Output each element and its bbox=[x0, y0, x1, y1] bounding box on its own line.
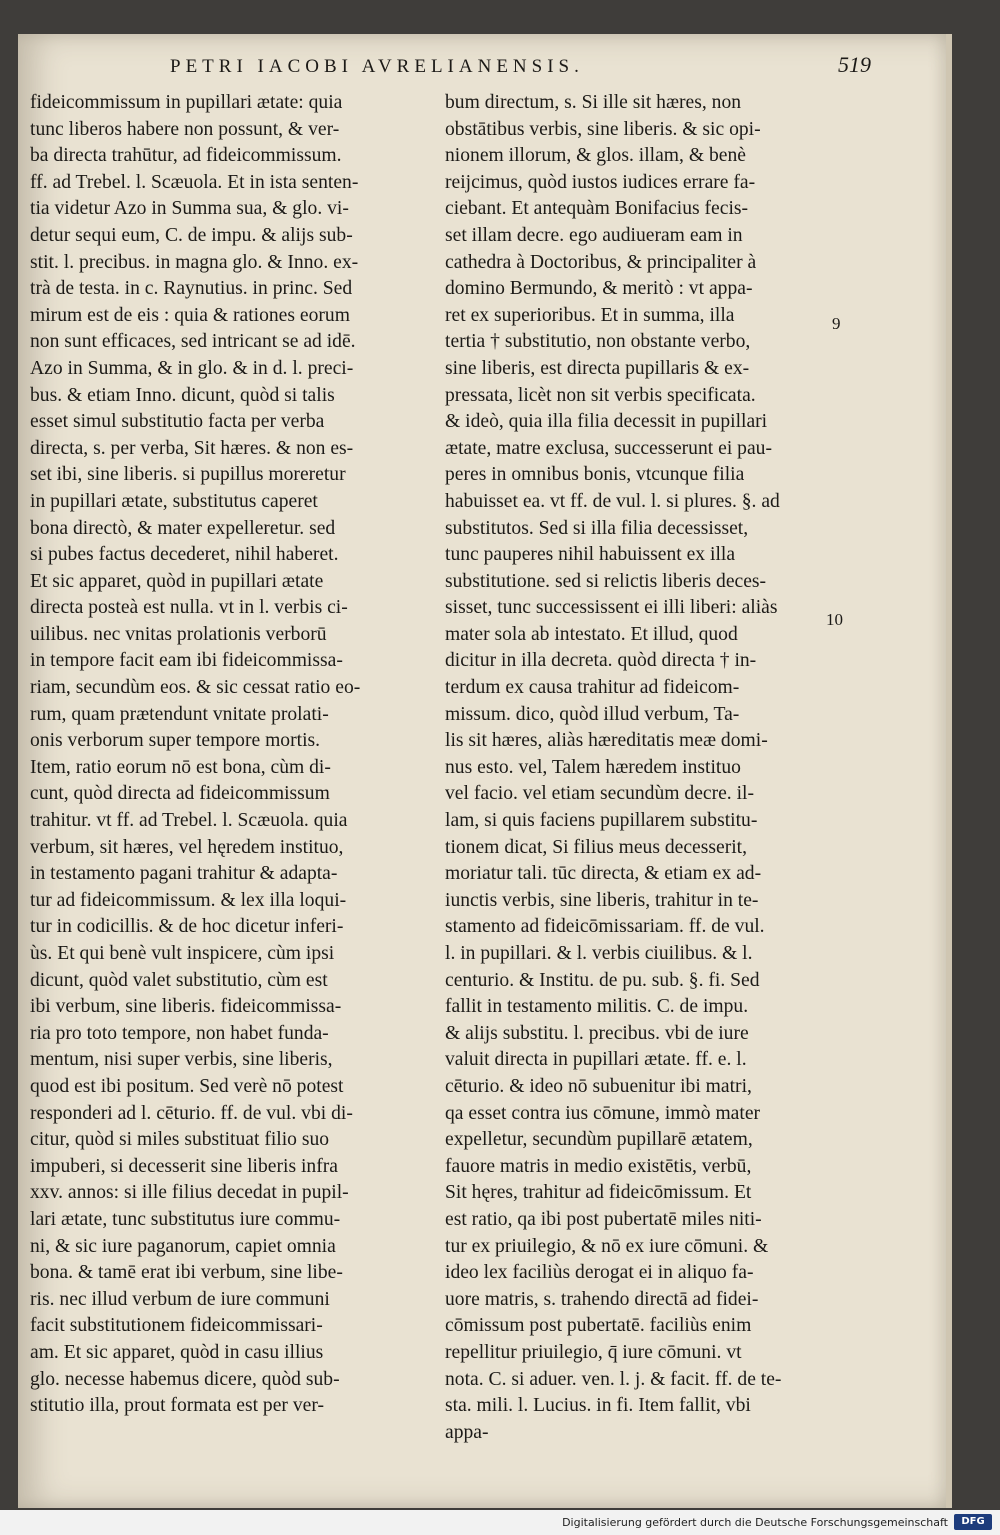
text-line: verbum, sit hæres, vel hęredem instituo, bbox=[30, 836, 344, 858]
text-line: directa posteà est nulla. vt in l. verbis ci- bbox=[30, 597, 348, 619]
text-line: tertia † substitutio, non obstante verbo, bbox=[445, 331, 751, 353]
text-line: fideicommissum in pupillari ætate: quia bbox=[30, 92, 343, 113]
text-line: mater sola ab intestato. Et illud, quod bbox=[445, 623, 738, 645]
footer-bar bbox=[0, 1510, 1000, 1535]
text-line: cōmissum post pubertatē. faciliùs enim bbox=[445, 1315, 752, 1337]
text-line: mirum est de eis : quia & rationes eorum bbox=[30, 304, 350, 326]
text-line: repellitur priuilegio, q̄ iure cōmuni. vt bbox=[445, 1341, 742, 1363]
text-line: sisset, tunc successissent ei illi liberi: aliàs bbox=[445, 597, 778, 619]
text-line: dicitur in illa decreta. quòd directa † in- bbox=[445, 650, 757, 672]
text-line: domino Bermundo, & meritò : vt appa- bbox=[445, 278, 753, 300]
left-column bbox=[30, 90, 428, 1420]
text-line: in testamento pagani trahitur & adapta- bbox=[30, 863, 338, 885]
text-line: in tempore facit eam ibi fideicommissa- bbox=[30, 650, 343, 672]
text-line: non sunt efficaces, sed intricant se ad idē. bbox=[30, 331, 356, 353]
text-line: directa, s. per verba, Sit hæres. & non es- bbox=[30, 437, 354, 459]
text-line: tur ad fideicommissum. & lex illa loqui- bbox=[30, 889, 347, 911]
text-line: uilibus. nec vnitas prolationis verborū bbox=[30, 623, 327, 645]
text-line: tia videtur Azo in Summa sua, & glo. vi- bbox=[30, 198, 349, 220]
text-line: est ratio, qa ibi post pubertatē miles niti- bbox=[445, 1208, 762, 1230]
text-line: facit substitutionem fideicommissari- bbox=[30, 1315, 323, 1337]
page-number: 519 bbox=[838, 52, 871, 77]
text-line: iunctis verbis, sine liberis, trahitur in te- bbox=[445, 889, 759, 911]
text-line: rum, quam prætendunt vnitate prolati- bbox=[30, 703, 329, 725]
text-line: set illam decre. ego audiueram eam in bbox=[445, 224, 743, 246]
text-line: peres in omnibus bonis, vtcunque filia bbox=[445, 464, 745, 486]
text-line: cathedra à Doctoribus, & principaliter à bbox=[445, 251, 757, 273]
text-line: ff. ad Trebel. l. Scæuola. Et in ista senten- bbox=[30, 171, 359, 193]
text-line: citur, quòd si miles substituat filio suo bbox=[30, 1129, 330, 1151]
text-line: ba directa trahūtur, ad fideicommissum. bbox=[30, 145, 342, 167]
text-line: quod est ibi positum. Sed verè nō potest bbox=[30, 1075, 344, 1097]
text-line: ideo lex faciliùs derogat ei in aliquo fa- bbox=[445, 1262, 754, 1284]
text-line: stit. l. precibus. in magna glo. & Inno. ex- bbox=[30, 251, 359, 273]
text-line: ris. nec illud verbum de iure communi bbox=[30, 1288, 330, 1310]
text-line: am. Et sic apparet, quòd in casu illius bbox=[30, 1341, 324, 1363]
text-line: fallit in testamento militis. C. de impu. bbox=[445, 996, 749, 1018]
text-line: set ibi, sine liberis. si pupillus moreretur bbox=[30, 464, 346, 486]
text-line: nota. C. si aduer. ven. l. j. & facit. ff. de te- bbox=[445, 1368, 782, 1390]
text-line: lam, si quis faciens pupillarem substitu- bbox=[445, 810, 758, 832]
text-line: responderi ad l. cēturio. ff. de vul. vbi di- bbox=[30, 1102, 353, 1124]
text-line: cunt, quòd directa ad fideicommissum bbox=[30, 783, 330, 805]
text-line: centurio. & Institu. de pu. sub. §. fi. Sed bbox=[445, 969, 760, 991]
text-line: fauore matris in medio existētis, verbū, bbox=[445, 1155, 752, 1177]
margin-number-10: 10 bbox=[826, 610, 843, 629]
text-line: trà de testa. in c. Raynutius. in princ. Sed bbox=[30, 278, 353, 300]
text-line: qa esset contra ius cōmune, immò mater bbox=[445, 1102, 761, 1124]
text-line: habuisset ea. vt ff. de vul. l. si plures. §. ad bbox=[445, 490, 780, 512]
text-line: bona. & tamē erat ibi verbum, sine libe- bbox=[30, 1262, 343, 1284]
text-line: tunc pauperes nihil habuissent ex illa bbox=[445, 544, 736, 566]
text-line: nionem illorum, & glos. illam, & benè bbox=[445, 145, 746, 167]
text-line: ciebant. Et antequàm Bonifacius fecis- bbox=[445, 198, 749, 220]
text-line: ret ex superioribus. Et in summa, illa bbox=[445, 304, 735, 326]
dfg-logo: DFG bbox=[954, 1514, 992, 1530]
text-line: ùs. Et qui benè vult inspicere, cùm ipsi bbox=[30, 943, 335, 964]
text-line: valuit directa in pupillari ætate. ff. e. l. bbox=[445, 1049, 747, 1071]
text-line: tunc liberos habere non possunt, & ver- bbox=[30, 118, 340, 140]
running-head: PETRI IACOBI AVRELIANENSIS. bbox=[170, 56, 584, 77]
text-line: trahitur. vt ff. ad Trebel. l. Scæuola. quia bbox=[30, 810, 348, 832]
text-line: bum directum, s. Si ille sit hæres, non bbox=[445, 92, 742, 113]
text-line: uore matris, s. trahendo directā ad fidei- bbox=[445, 1288, 759, 1310]
text-line: esset simul substitutio facta per verba bbox=[30, 411, 325, 433]
text-line: lari ætate, tunc substitutus iure commu- bbox=[30, 1208, 341, 1230]
text-line: sine liberis, est directa pupillaris & ex- bbox=[445, 357, 750, 379]
text-line: & alijs substitu. l. precibus. vbi de iure bbox=[445, 1022, 749, 1044]
text-line: stitutio illa, prout formata est per ver- bbox=[30, 1395, 324, 1417]
text-line: mentum, nisi super verbis, sine liberis, bbox=[30, 1049, 333, 1071]
text-line: cēturio. & ideo nō subuenitur ibi matri, bbox=[445, 1075, 752, 1097]
text-line: onis verborum super tempore mortis. bbox=[30, 730, 321, 752]
text-line: Azo in Summa, & in glo. & in d. l. preci- bbox=[30, 357, 354, 379]
text-line: & ideò, quia illa filia decessit in pupillari bbox=[445, 411, 768, 433]
text-line: detur sequi eum, C. de impu. & alijs sub- bbox=[30, 224, 353, 246]
text-line: nus esto. vel, Talem hæredem instituo bbox=[445, 756, 741, 778]
text-line: stamento ad fideicōmissariam. ff. de vul. bbox=[445, 916, 765, 938]
text-line: Item, ratio eorum nō est bona, cùm di- bbox=[30, 756, 331, 778]
text-line: substitutos. Sed si illa filia decessisset, bbox=[445, 517, 749, 539]
page-edge bbox=[946, 34, 952, 1508]
text-line: substitutione. sed si relictis liberis deces- bbox=[445, 570, 767, 592]
funding-note: Digitalisierung gefördert durch die Deutsche Forschungsgemeinschaft bbox=[562, 1516, 948, 1529]
text-line: terdum ex causa trahitur ad fideicom- bbox=[445, 677, 740, 699]
text-line: ni, & sic iure paganorum, capiet omnia bbox=[30, 1235, 336, 1257]
text-line: tionem dicat, Si filius meus decesserit, bbox=[445, 836, 748, 858]
margin-number-9: 9 bbox=[832, 314, 841, 333]
text-line: reijcimus, quòd iustos iudices errare fa- bbox=[445, 171, 756, 193]
text-line: lis sit hæres, aliàs hæreditatis meæ domi- bbox=[445, 730, 768, 752]
text-line: in pupillari ætate, substitutus caperet bbox=[30, 490, 318, 512]
text-line: ria pro toto tempore, non habet funda- bbox=[30, 1022, 329, 1044]
text-line: riam, secundùm eos. & sic cessat ratio eo- bbox=[30, 677, 361, 699]
text-line: tur in codicillis. & de hoc dicetur inferi- bbox=[30, 916, 344, 938]
text-line: impuberi, si decesserit sine liberis infra bbox=[30, 1155, 338, 1177]
text-line: expelletur, secundùm pupillarē ætatem, bbox=[445, 1129, 753, 1151]
text-line: bona directò, & mater expelleretur. sed bbox=[30, 517, 336, 539]
text-line: dicunt, quòd valet substitutio, cùm est bbox=[30, 969, 328, 991]
text-line: ætate, matre exclusa, successerunt ei pau- bbox=[445, 437, 772, 459]
text-line: l. in pupillari. & l. verbis ciuilibus. & l. bbox=[445, 943, 753, 964]
text-line: missum. dico, quòd illud verbum, Ta- bbox=[445, 703, 740, 725]
text-line: Et sic apparet, quòd in pupillari ætate bbox=[30, 570, 324, 592]
text-line: tur ex priuilegio, & nō ex iure cōmuni. & bbox=[445, 1235, 769, 1257]
text-line: Sit hęres, trahitur ad fideicōmissum. Et bbox=[445, 1182, 752, 1204]
text-line: si pubes factus decederet, nihil haberet. bbox=[30, 544, 339, 566]
text-line: pressata, licèt non sit verbis specificata. bbox=[445, 384, 756, 406]
text-line: ibi verbum, sine liberis. fideicommissa- bbox=[30, 996, 342, 1018]
text-line: xxv. annos: si ille filius decedat in pupil- bbox=[30, 1182, 349, 1204]
text-line: bus. & etiam Inno. dicunt, quòd si talis bbox=[30, 384, 335, 406]
text-line: sta. mili. l. Lucius. in fi. Item fallit, vbi bbox=[445, 1395, 751, 1417]
text-line: obstātibus verbis, sine liberis. & sic opi- bbox=[445, 118, 761, 140]
text-line: vel facio. vel etiam secundùm decre. il- bbox=[445, 783, 755, 805]
text-line: appa- bbox=[445, 1421, 489, 1443]
text-line: moriatur tali. tūc directa, & etiam ex ad- bbox=[445, 863, 762, 885]
right-column bbox=[445, 90, 840, 1446]
text-line: glo. necesse habemus dicere, quòd sub- bbox=[30, 1368, 340, 1390]
